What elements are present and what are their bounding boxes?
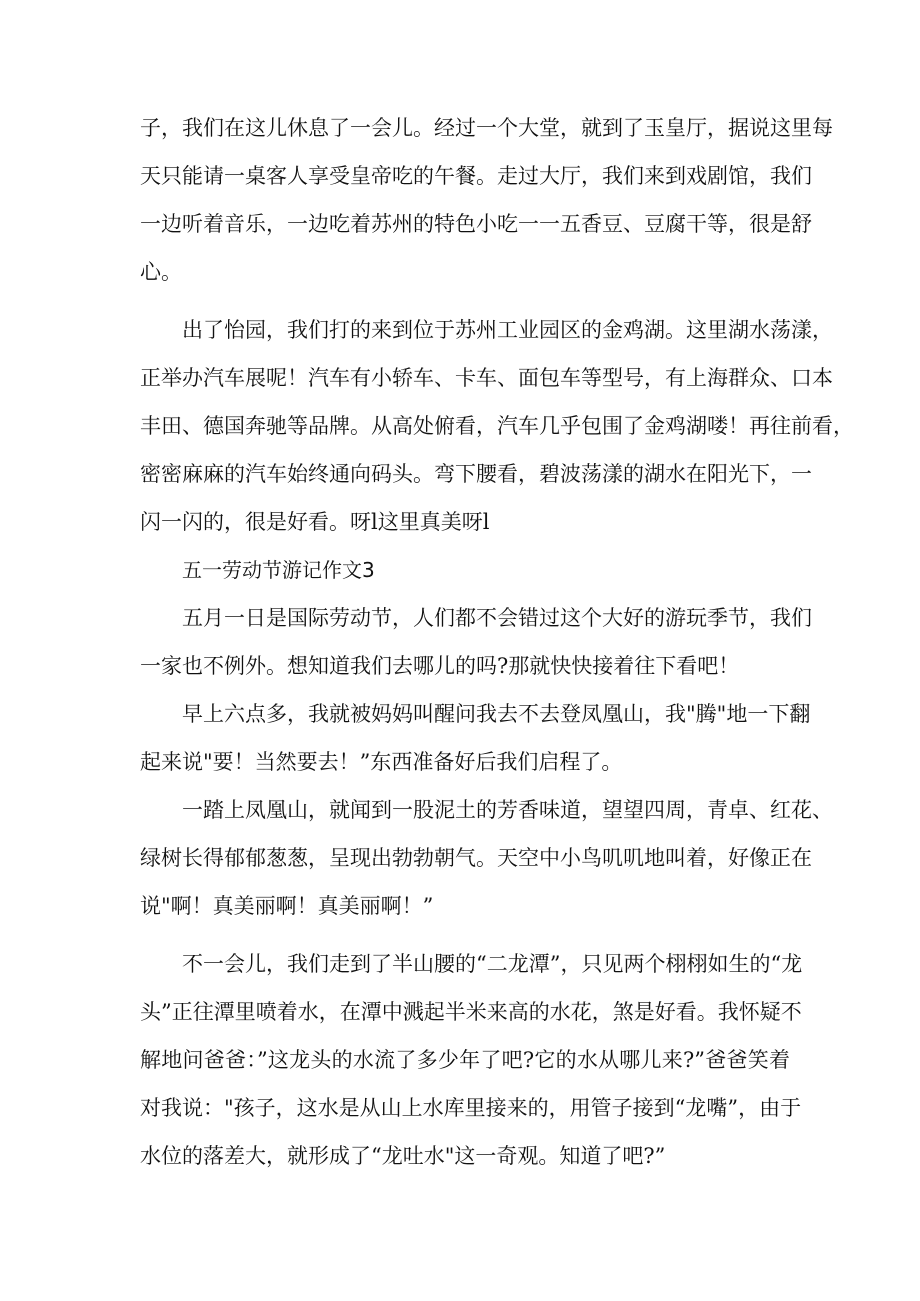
text-line: 一边听着音乐，一边吃着苏州的特色小吃一一五香豆、豆腐干等，很是舒 [140, 212, 812, 236]
section-heading: 五一劳动节游记作文3 [182, 558, 375, 582]
paragraph-first-line: 五月一日是国际劳动节，人们都不会错过这个大好的游玩季节，我们 [182, 606, 812, 630]
text-line: 水位的落差大，就形成了“龙吐水"这一奇观。知道了吧?” [140, 1144, 666, 1168]
text-line: 起来说"要！当然要去！”东西准备好后我们启程了。 [140, 750, 623, 774]
text-line: 正举办汽车展呢！汽车有小轿车、卡车、面包车等型号，有上海群众、口本 [140, 366, 833, 390]
paragraph-first-line: 出了怡园，我们打的来到位于苏州工业园区的金鸡湖。这里湖水荡漾， [182, 318, 833, 342]
paragraph-first-line: 早上六点多，我就被妈妈叫醒问我去不去登凤凰山，我"腾"地一下翻 [182, 702, 811, 726]
text-line: 密密麻麻的汽车始终通向码头。弯下腰看，碧波荡漾的湖水在阳光下，一 [140, 462, 812, 486]
text-line: 解地问爸爸：”这龙头的水流了多少年了吧?它的水从哪儿来?”爸爸笑着 [140, 1048, 790, 1072]
text-line: 子，我们在这儿休息了一会儿。经过一个大堂，就到了玉皇厅，据说这里每 [140, 116, 833, 140]
text-line: 闪一闪的，很是好看。呀l这里真美呀l [140, 510, 490, 534]
text-line: 天只能请一桌客人享受皇帝吃的午餐。走过大厅，我们来到戏剧馆，我们 [140, 164, 812, 188]
text-line: 对我说："孩子，这水是从山上水库里接来的，用管子接到“龙嘴”，由于 [140, 1096, 802, 1120]
paragraph-first-line: 不一会儿，我们走到了半山腰的“二龙潭”，只见两个栩栩如生的“龙 [182, 952, 803, 976]
text-line: 头”正往潭里喷着水，在潭中溅起半米来高的水花，煞是好看。我怀疑不 [140, 1000, 802, 1024]
text-line: 丰田、德国奔驰等品牌。从高处俯看，汽车几乎包围了金鸡湖喽！再往前看， [140, 414, 854, 438]
text-line: 心。 [140, 260, 182, 284]
document-body [140, 104, 854, 1180]
text-line: 一家也不例外。想知道我们去哪儿的吗?那就快快接着往下看吧！ [140, 654, 740, 678]
text-line: 绿树长得郁郁葱葱，呈现出勃勃朝气。天空中小鸟叽叽地叫着，好像正在 [140, 846, 812, 870]
text-line: 说"啊！真美丽啊！真美丽啊！” [140, 894, 434, 918]
paragraph-first-line: 一踏上凤凰山，就闻到一股泥土的芳香味道，望望四周，青卓、红花、 [182, 798, 833, 822]
